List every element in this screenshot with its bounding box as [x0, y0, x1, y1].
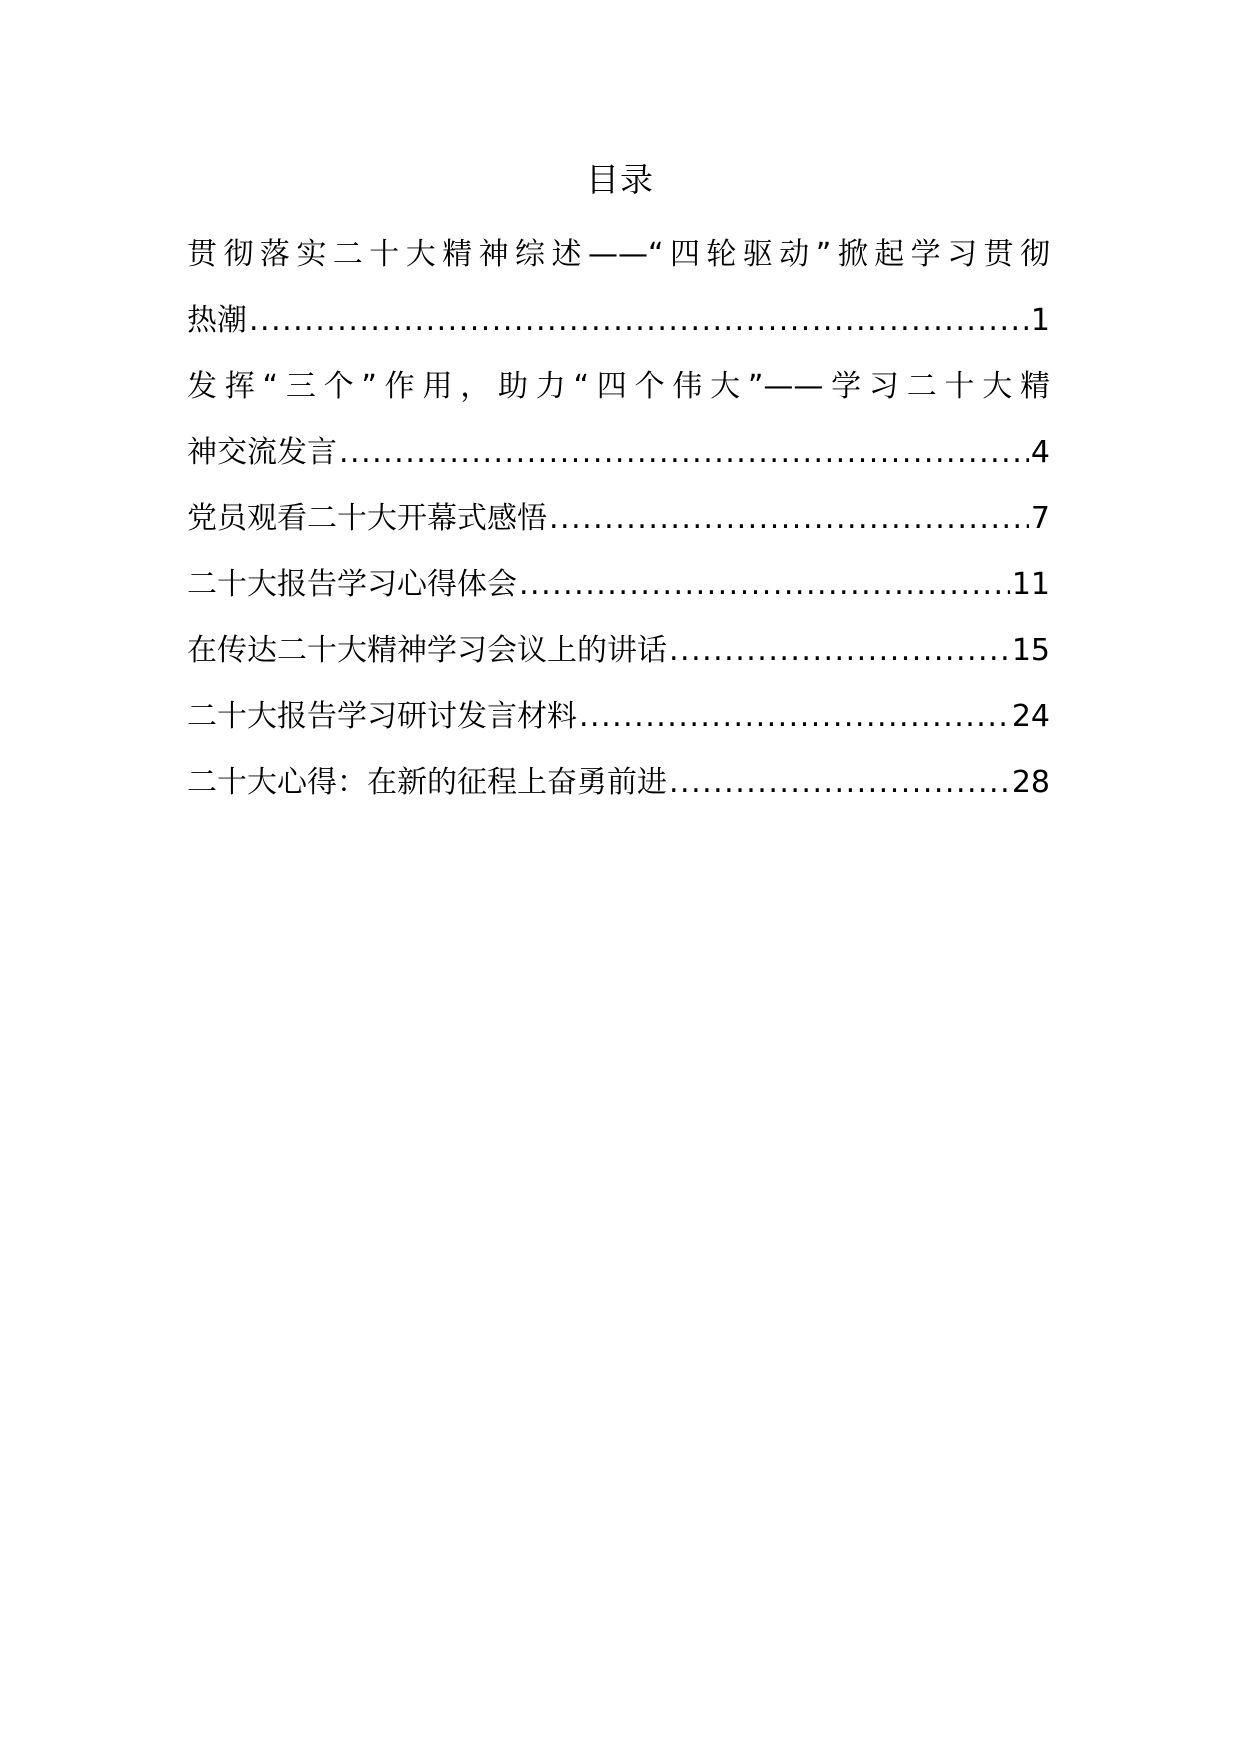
toc-entry[interactable] [187, 354, 1050, 486]
toc-page-number: 15 [1011, 633, 1050, 668]
dot-leader [579, 684, 1010, 750]
toc-entry[interactable] [187, 618, 1050, 684]
dot-leader [249, 288, 1029, 354]
toc-entry-title-continued: 神交流发言 [187, 435, 337, 470]
toc-page-number: 24 [1011, 699, 1050, 734]
toc-page-number: 7 [1030, 501, 1050, 536]
toc-page-number: 28 [1011, 765, 1050, 800]
toc-entry-title: 二十大报告学习心得体会 [187, 567, 517, 602]
toc-entry-title: 在传达二十大精神学习会议上的讲话 [187, 633, 667, 668]
toc-entry[interactable] [187, 486, 1050, 552]
table-of-contents [187, 222, 1050, 816]
toc-entry-title-line: 贯彻落实二十大精神综述——“四轮驱动”掀起学习贯彻 [187, 237, 1050, 272]
toc-entry[interactable] [187, 684, 1050, 750]
toc-entry[interactable] [187, 552, 1050, 618]
toc-entry-title-line: 发挥“三个”作用，助力“四个伟大”——学习二十大精 [187, 369, 1050, 404]
dot-leader [669, 750, 1010, 816]
toc-entry-title: 二十大心得：在新的征程上奋勇前进 [187, 765, 667, 800]
toc-entry[interactable] [187, 750, 1050, 816]
toc-page-number: 11 [1011, 567, 1050, 602]
toc-entry-title: 党员观看二十大开幕式感悟 [187, 501, 547, 536]
toc-entry-title: 二十大报告学习研讨发言材料 [187, 699, 577, 734]
dot-leader [549, 486, 1029, 552]
toc-title: 目录 [586, 160, 654, 199]
toc-page-number: 1 [1030, 303, 1050, 338]
dot-leader [669, 618, 1010, 684]
toc-entry-title-continued: 热潮 [187, 303, 247, 338]
toc-entry[interactable] [187, 222, 1050, 354]
dot-leader [339, 420, 1029, 486]
toc-page-number: 4 [1030, 435, 1050, 470]
dot-leader [519, 552, 1010, 618]
